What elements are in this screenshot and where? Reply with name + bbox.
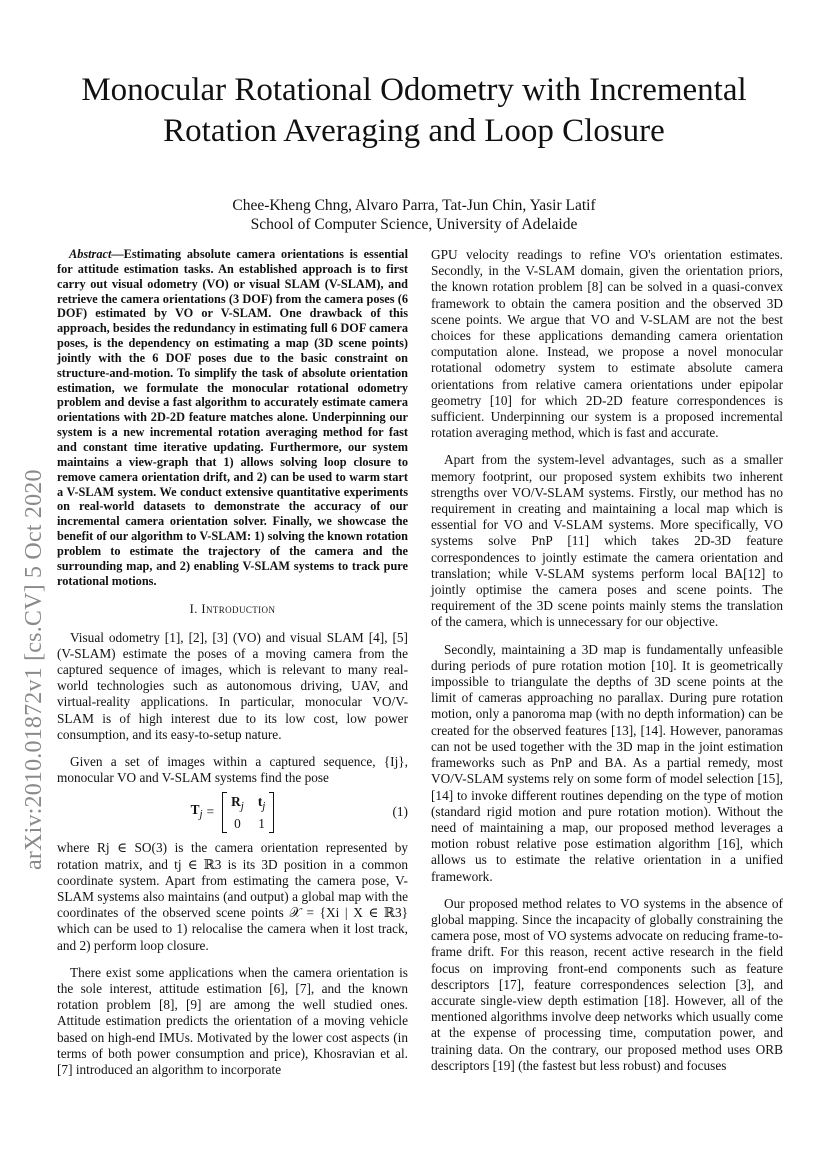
- section-title: Introduction: [201, 602, 276, 617]
- intro-paragraph-4: There exist some applications when the camera orientation is the sole interest, attitude estimation [6], [7], and the known rotation problem [8], [9] are among the well studied ones. Attitude estimation predicts the orientation of a moving vehicle based on high-end IMUs. Motivated by the lower cost aspects (in terms of both power consumption and price), Khosravian et al. [7] introduced an algorithm to incorporate: [57, 964, 408, 1078]
- section-heading-introduction: [57, 601, 408, 617]
- abstract-body: —Estimating absolute camera orientations is essential for attitude estimation tasks. An established approach is to first carry out visual odometry (VO) or visual SLAM (V-SLAM), and retrieve the camera orientations (3 DOF) from the camera poses (6 DOF) estimated by VO or V-SLAM. One drawback of this approach, besides the redundancy in estimating full 6 DOF camera poses, is the dependency on estimating a map (3D scene points) jointly with the 6 DOF poses due to the basic constraint on structure-and-motion. To simplify the task of absolute orientation estimation, we formulate the monocular rotational odometry problem and devise a fast algorithm to accurately estimate camera orientations with 2D-2D feature matches alone. Underpinning our system is a new incremental rotation averaging method for fast and constant time iterative updating. Furthermore, our system maintains a view-graph that 1) allows solving loop closure to remove camera orientation drift, and 2) can be used to warm start a V-SLAM system. We conduct extensive quantitative experiments on real-world datasets to demonstrate the accuracy of our incremental camera orientation solver. Finally, we showcase the benefit of our algorithm to V-SLAM: 1) solving the known rotation problem to estimate the trajectory of the camera and the surrounding map, and 2) enabling V-SLAM systems to track pure rotational motions.: [57, 247, 408, 588]
- right-paragraph-1: GPU velocity readings to refine VO's orientation estimates. Secondly, in the V-SLAM domain, given the orientation priors, the known rotation problem [8] can be solved in a quasi-convex framework to obtain the camera position and the observed 3D scene points. We argue that VO and V-SLAM are not the best choices for these applications demanding camera orientation computation alone. Instead, we propose a novel monocular rotational odometry system to estimate absolute camera orientations from relative camera orientations under epipolar geometry [10] for which 2D-2D feature correspondences is sufficient. Underpinning our system is a proposed incremental rotation averaging method, which is fast and accurate.: [431, 247, 783, 441]
- arxiv-watermark: arXiv:2010.01872v1 [cs.CV] 5 Oct 2020: [21, 469, 47, 870]
- paper-title: Monocular Rotational Odometry with Incremental Rotation Averaging and Loop Closure: [81, 72, 747, 149]
- affiliation: School of Computer Science, University of Adelaide: [250, 216, 578, 233]
- intro-paragraph-2: Given a set of images within a captured sequence, {Ij}, monocular VO and V-SLAM systems find the pose: [57, 754, 408, 786]
- abstract: [57, 247, 408, 588]
- equation-1: $T_j$ = $R_j$ $t_j$ 0 1 (1): [190, 793, 408, 832]
- intro-paragraph-3: where Rj ∈ SO(3) is the camera orientation represented by rotation matrix, and tj ∈ ℝ3 is its 3D position in a common coordinate system. Apart from estimating the camera pose, V-SLAM systems also maintains (and output) a global map with the coordinates of the observed scene points 𝒳 = {Xi | X ∈ ℝ3} which can be used to 1) relocalise the camera when it lost track, and 2) perform loop closure.: [57, 840, 408, 953]
- equation-number: (1): [392, 804, 408, 820]
- author-block: [60, 196, 768, 234]
- abstract-label: Abstract: [69, 247, 112, 261]
- right-column: [431, 247, 783, 1074]
- pose-matrix: $R_j$ $t_j$ 0 1: [222, 792, 274, 834]
- intro-paragraph-1: Visual odometry [1], [2], [3] (VO) and visual SLAM [4], [5] (V-SLAM) estimate the poses of a moving camera from the captured sequence of images, which is relevant to many real-world technologies such as autonomous driving, UAV, and virtual-reality applications. In particular, monocular VO/V-SLAM is of high interest due to its low cost, low power consumption, and its easy-to-setup nature.: [57, 629, 408, 742]
- right-paragraph-3: Secondly, maintaining a 3D map is fundamentally unfeasible during periods of pure rotation motion [10]. It is geometrically impossible to triangulate the depths of 3D scene points at the limit of cameras approaching no parallax. During pure rotation motion, only a panoroma map (with no depth information) can be created for the observed features [13], [14]. However, panoramas can not be used together with the 3D map in the joint estimation frameworks such as PnP and BA. As a partial remedy, most VO/V-SLAM systems rely on some form of model selection [15], [14] to invoke different routines depending on the type of motion (standard rigid motion and pure rotation motion). Without the need of maintaining a map, our proposed method leverages a motion robust relative pose estimation algorithm [16], which allows us to estimate the relative orientation in a unified framework.: [431, 641, 783, 884]
- author-names: Chee-Kheng Chng, Alvaro Parra, Tat-Jun Chin, Yasir Latif: [232, 197, 596, 214]
- left-column: [57, 247, 408, 1078]
- equation-lhs: $T_j$: [190, 802, 203, 821]
- right-paragraph-4: Our proposed method relates to VO systems in the absence of global mapping. Since the incapacity of globally constraining the camera pose, most of VO systems advocate on reducing frame-to-frame drift. For this reason, recent active research in the field focus on improving front-end components such as feature descriptors [17], feature correspondences selection [3], and accurate single-view depth estimation [18]. However, all of the mentioned algorithms involve deep networks which usually come at the expense of processing time, computation power, and training data. On the contrary, our proposed method uses ORB descriptors [19] (the fastest but less robust) and focuses: [431, 895, 783, 1073]
- right-paragraph-2: Apart from the system-level advantages, such as a smaller memory footprint, our proposed system exhibits two inherent strengths over VO/V-SLAM systems. Firstly, our method has no requirement in creating and maintaining a local map which is essential for VO and V-SLAM systems. More specifically, VO systems solve PnP [11] which takes 2D-3D feature correspondences to jointly estimate the camera orientation and translation; while V-SLAM systems perform local BA[12] to jointly optimise the camera poses and scene points. The requirement of the 3D scene points mainly stems the translation of the camera, which is unnecessary for our objective.: [431, 452, 783, 630]
- section-numeral: I.: [189, 602, 198, 617]
